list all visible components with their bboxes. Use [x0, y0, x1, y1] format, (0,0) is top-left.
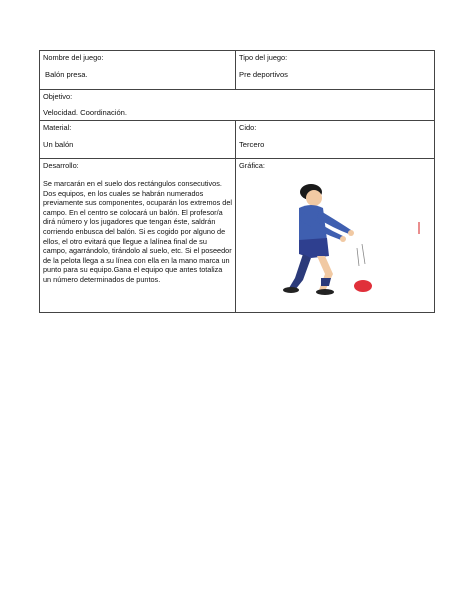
game-card [39, 50, 434, 313]
front-shoe [316, 289, 334, 295]
objetivo-value: Velocidad. Coordinación. [43, 108, 128, 117]
desarrollo-label: Desarrollo: [43, 161, 79, 170]
ball-icon [354, 280, 372, 292]
back-leg [289, 254, 311, 290]
ciclo-cell [236, 121, 435, 159]
illustration-area [239, 170, 431, 310]
game-table [39, 50, 435, 313]
grafica-cell [236, 159, 435, 313]
objetivo-cell [40, 90, 435, 121]
motion-line [362, 244, 365, 264]
tipo-value: Pre deportivos [239, 70, 288, 79]
tipo-label: Tipo del juego: [239, 53, 288, 62]
grafica-label: Gráfica: [239, 161, 265, 170]
desarrollo-cell [40, 159, 236, 313]
head-shape [306, 190, 322, 206]
nombre-label: Nombre del juego: [43, 53, 104, 62]
ciclo-value: Tercero [239, 140, 265, 149]
material-cell [40, 121, 236, 159]
back-shoe [283, 287, 299, 293]
ciclo-label: Cido: [239, 123, 257, 132]
motion-line [357, 248, 359, 266]
material-value: Un balón [43, 140, 74, 149]
tipo-cell [236, 51, 435, 90]
sock-shape [321, 278, 331, 286]
objetivo-label: Objetivo: [43, 92, 73, 101]
nombre-value: Balón presa. [45, 70, 88, 79]
player-chasing-ball-icon [259, 178, 429, 303]
right-hand [348, 230, 354, 236]
desarrollo-text: Se marcarán en el suelo dos rectángulos consecutivos. Dos equipos, en los cuales se habrán numerados previamente sus componentes, ocuparán los extremos del campo. En el centro se colocará un balón. El profesor/a dirá número y los jugadores que tengan éste, saldrán corriendo enbusca del balón. Si es cogido por alguno de ellos, el otro evitará que llegue a lalínea final de su campo, agarrándolo, tirándolo al suelo, etc. Si el poseedor de la pelota llega a su línea con ella en la mano marca un punto para su equipo.Gana el equipo que antes totaliza un número determinados de puntos. [43, 179, 233, 284]
left-hand [340, 236, 346, 242]
nombre-cell [40, 51, 236, 90]
material-label: Material: [43, 123, 72, 132]
